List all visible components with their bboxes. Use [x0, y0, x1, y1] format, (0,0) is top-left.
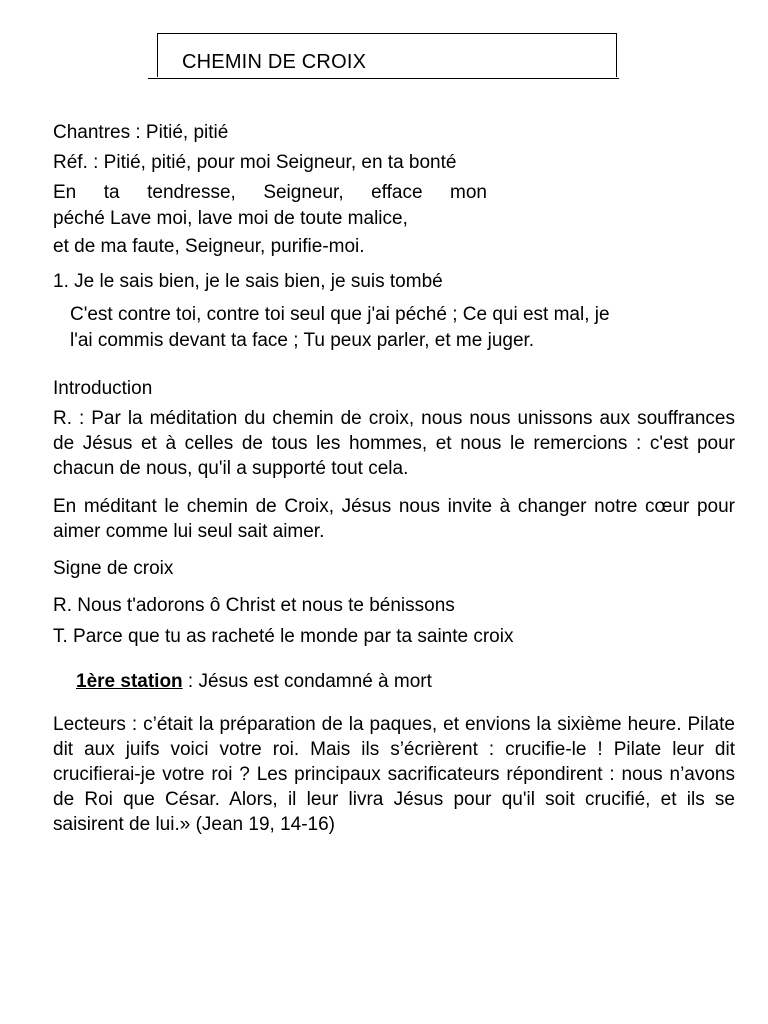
page-title: CHEMIN DE CROIX — [182, 51, 367, 73]
introduction-paragraph: En méditant le chemin de Croix, Jésus nous invite à changer notre cœur pour aimer comme lui seul sait aimer. — [53, 496, 735, 542]
verse-1-line-2: l'ai commis devant ta face ; Tu peux parler, et me juger. — [70, 330, 535, 351]
chant-line-1: Chantres : Pitié, pitié — [53, 122, 229, 143]
verse-1-first-line: 1. Je le sais bien, je le sais bien, je suis tombé — [53, 271, 443, 292]
station-1-title: : Jésus est condamné à mort — [182, 671, 432, 692]
chant-line-5: et de ma faute, Seigneur, purifie-moi. — [53, 236, 365, 257]
station-1-label: 1ère station — [76, 671, 183, 692]
title-underline — [148, 78, 619, 79]
introduction-response: R. : Par la méditation du chemin de croix, nous nous unissons aux souffrances de Jésus et à celles de tous les hommes, et nous le remercions : c'est pour chacun de nous, qu'il a supporté tout cela. — [53, 408, 735, 479]
verse-1-line-1: C'est contre toi, contre toi seul que j'ai péché ; Ce qui est mal, je — [70, 304, 610, 325]
sign-of-cross-heading: Signe de croix — [53, 558, 174, 579]
chant-refrain: Réf. : Pitié, pitié, pour moi Seigneur, en ta bonté — [53, 152, 457, 173]
station-1-heading — [76, 669, 432, 694]
chant-line-3: En ta tendresse, Seigneur, efface mon — [53, 182, 487, 203]
station-1-reading: Lecteurs : c’était la préparation de la paques, et envions la sixième heure. Pilate dit aux juifs voici votre roi. Mais ils s’écrièrent : crucifie-le ! Pilate leur dit crucifierai-je votre roi ? Les principaux sacrificateurs répondirent : nous n’avons de Roi que César. Alors, il leur livra Jésus pour qu'il soit crucifié, et ils se saisirent de lui.» (Jean 19, 14-16) — [53, 714, 735, 835]
sign-response-r: R. Nous t'adorons ô Christ et nous te bénissons — [53, 595, 455, 616]
introduction-heading: Introduction — [53, 378, 153, 399]
sign-response-t: T. Parce que tu as racheté le monde par ta sainte croix — [53, 626, 514, 647]
chant-line-4: péché Lave moi, lave moi de toute malice, — [53, 208, 408, 229]
